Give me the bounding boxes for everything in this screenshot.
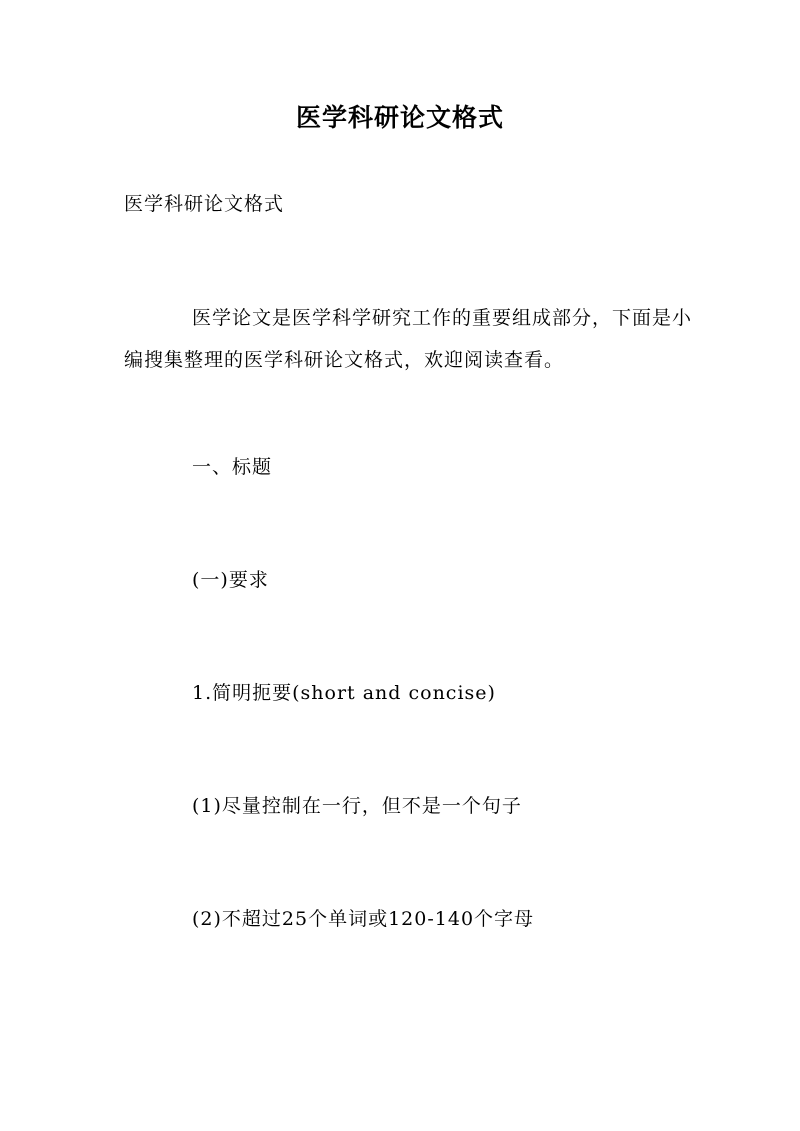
item-word-limit: (2)不超过25个单词或120-140个字母 bbox=[192, 908, 535, 930]
section-heading-title: 一、标题 bbox=[192, 456, 273, 478]
intro-paragraph: 医学论文是医学科学研究工作的重要组成部分，下面是小编搜集整理的医学科研论文格式，欢迎阅读查看。 bbox=[124, 307, 693, 371]
document-subtitle: 医学科研论文格式 bbox=[124, 193, 285, 215]
document-title: 医学科研论文格式 bbox=[295, 103, 504, 132]
item-one-line: (1)尽量控制在一行，但不是一个句子 bbox=[192, 795, 522, 817]
item-concise: 1.简明扼要(short and concise) bbox=[192, 682, 496, 704]
subsection-requirements: (一)要求 bbox=[192, 569, 269, 591]
